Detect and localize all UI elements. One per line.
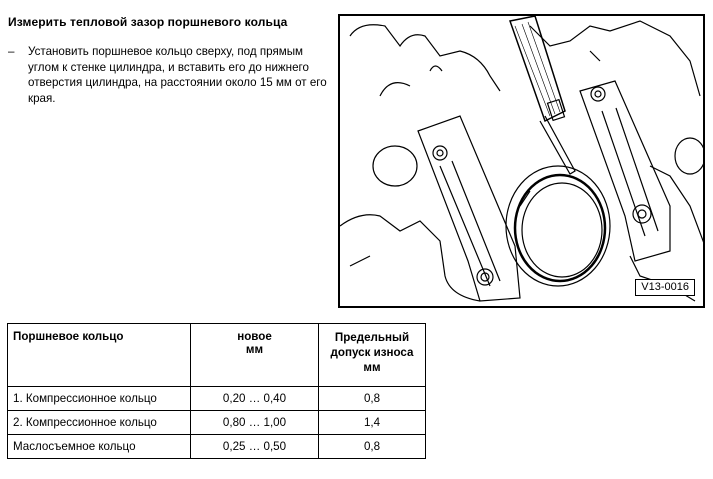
step-bullet: –	[8, 45, 15, 58]
connecting-rail-left	[418, 116, 520, 301]
header-limit-line1: Предельный	[334, 331, 410, 344]
header-limit	[319, 324, 426, 387]
ring-gap-table	[7, 323, 426, 459]
instruction-step	[8, 44, 328, 106]
table-row	[8, 411, 426, 435]
connecting-rail-right	[580, 81, 670, 261]
page-title: Измерить тепловой зазор поршневого кольца	[8, 15, 288, 29]
cell-ring: 2. Компрессионное кольцо	[8, 411, 191, 435]
cell-limit: 0,8	[319, 387, 426, 411]
cell-limit: 1,4	[319, 411, 426, 435]
cell-ring: 1. Компрессионное кольцо	[8, 387, 191, 411]
table-header-row	[8, 324, 426, 387]
header-limit-line2: допуск износа	[330, 346, 414, 359]
technical-illustration	[338, 14, 705, 308]
table-row	[8, 387, 426, 411]
engine-block-drawing	[340, 16, 705, 308]
header-ring: Поршневое кольцо	[8, 324, 191, 387]
header-limit-line3: мм	[363, 361, 381, 374]
piston-ring	[515, 175, 605, 281]
feeler-gauge	[510, 16, 565, 121]
table-row	[8, 435, 426, 459]
bolt-hole	[433, 146, 447, 160]
cell-limit: 0,8	[319, 435, 426, 459]
bolt-hole	[633, 205, 651, 223]
figure-code: V13-0016	[635, 279, 695, 296]
cell-ring: Маслосъемное кольцо	[8, 435, 191, 459]
step-text: Установить поршневое кольцо сверху, под прямым углом к стенке цилиндра, и вставить его до нижнего отверстия цилиндра, на расстоянии около 15 мм от его края.	[28, 45, 327, 105]
cell-new: 0,80 … 1,00	[191, 411, 319, 435]
cell-new: 0,20 … 0,40	[191, 387, 319, 411]
side-bore-left	[373, 146, 417, 186]
bolt-hole	[591, 87, 605, 101]
header-new	[191, 324, 319, 387]
cell-new: 0,25 … 0,50	[191, 435, 319, 459]
bolt-hole	[477, 269, 493, 285]
header-new-line1: новое	[237, 330, 272, 343]
header-new-line2: мм	[245, 343, 264, 356]
side-bore-right	[675, 138, 705, 174]
